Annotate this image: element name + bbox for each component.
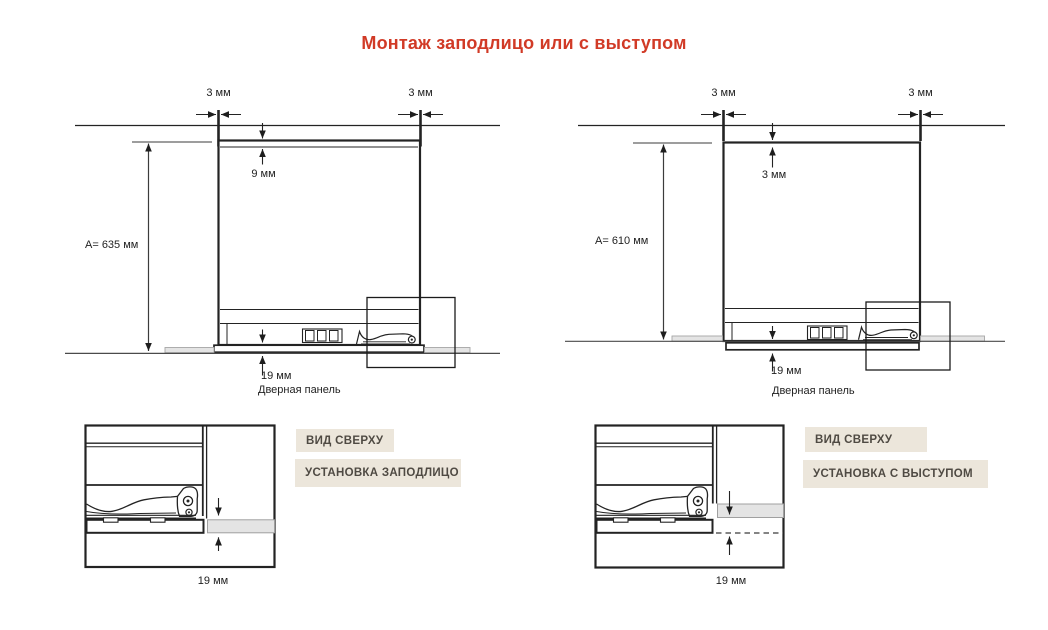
flush-view-tag: ВИД СВЕРХУ: [296, 429, 394, 452]
flush-height-dim: A= 635 мм: [85, 239, 139, 251]
flush-gap-right-dim: 3 мм: [408, 86, 433, 99]
protruding-detail-linework: [596, 426, 784, 568]
protruding-top-clearance-dim: 3 мм: [761, 168, 787, 181]
protruding-gap-left-dim: 3 мм: [711, 86, 736, 99]
flush-detail-linework: [86, 426, 275, 568]
protruding-height-dim: A= 610 мм: [595, 235, 649, 247]
flush-panel-thickness-dim: 19 мм: [261, 370, 292, 382]
protruding-view-tag: ВИД СВЕРХУ: [805, 427, 927, 452]
flush-door-panel-label: Дверная панель: [258, 384, 341, 396]
protruding-detail-panel-dim: 19 мм: [715, 575, 747, 587]
protruding-gap-right-dim: 3 мм: [908, 86, 933, 99]
protruding-install-tag: УСТАНОВКА С ВЫСТУПОМ: [803, 460, 988, 488]
protruding-panel-thickness-dim: 19 мм: [771, 364, 802, 377]
flush-install-tag: УСТАНОВКА ЗАПОДЛИЦО: [295, 459, 461, 487]
flush-gap-left-dim: 3 мм: [206, 86, 231, 99]
protruding-door-panel-label: Дверная панель: [772, 384, 855, 397]
page-title: Монтаж заподлицо или с выступом: [361, 33, 687, 53]
flush-top-clearance-dim: 9 мм: [251, 167, 276, 180]
flush-detail-panel-dim: 19 мм: [197, 575, 229, 587]
